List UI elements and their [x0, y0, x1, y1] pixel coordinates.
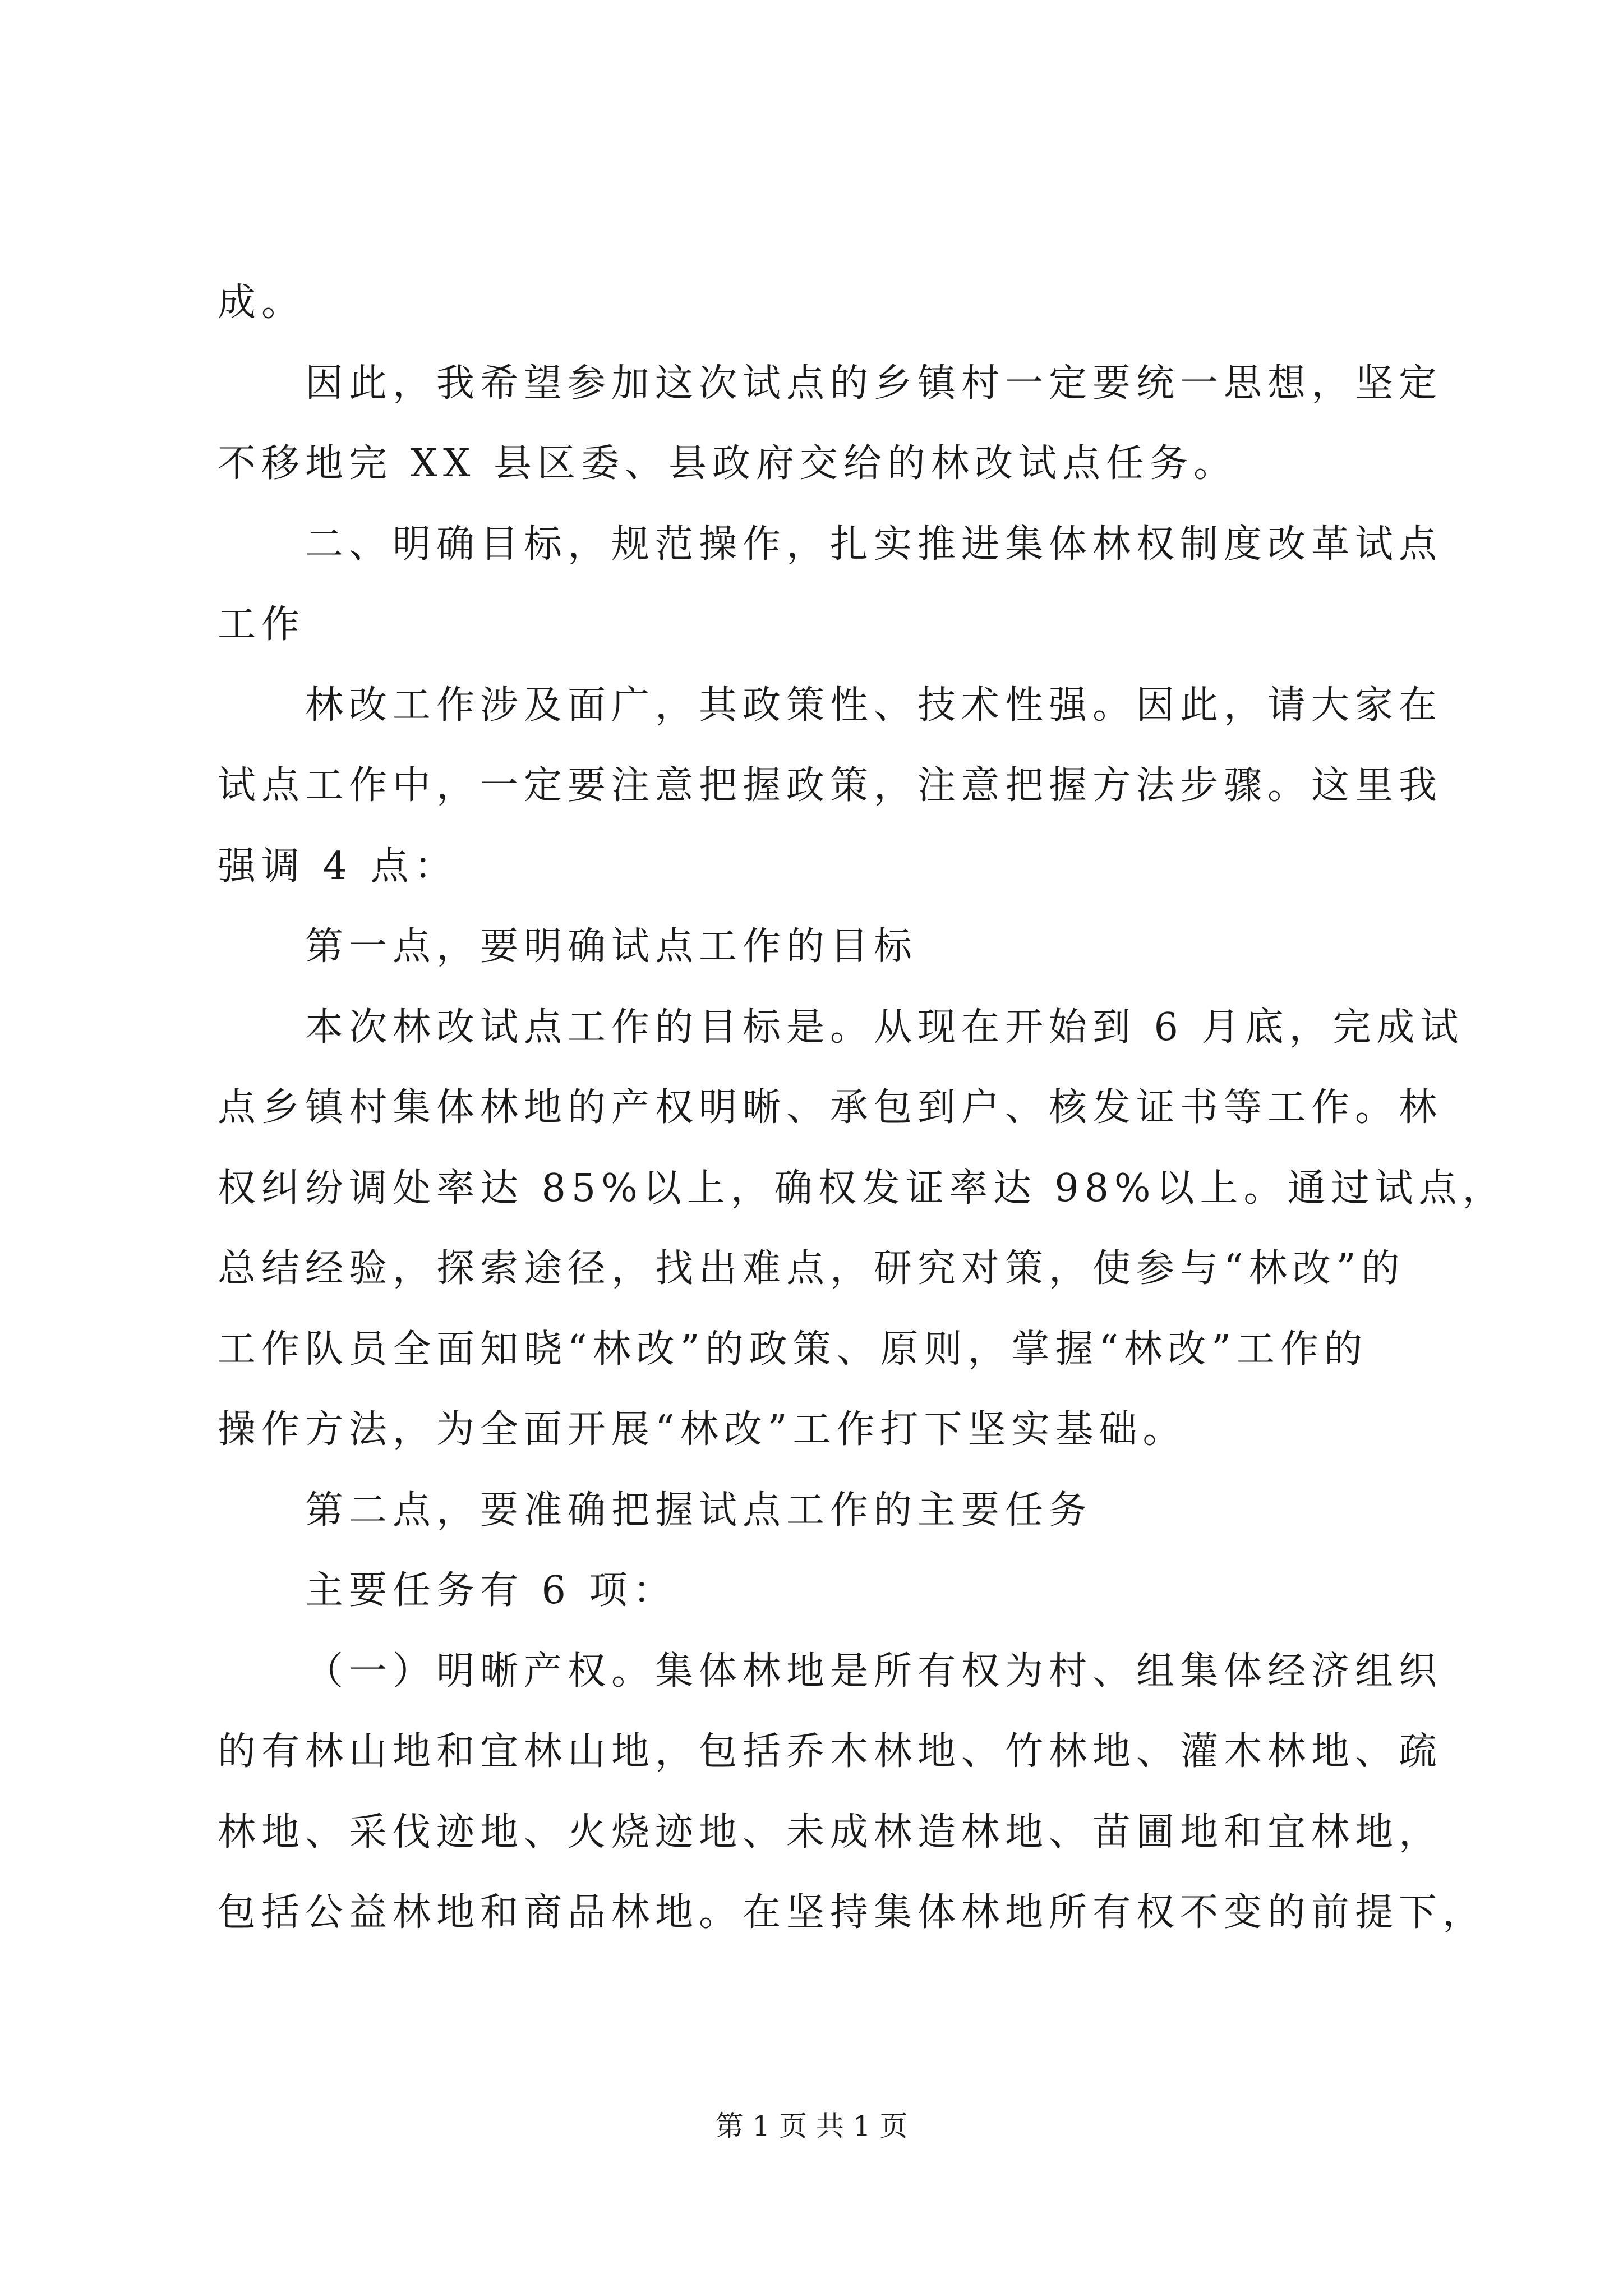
text-line: 工作队员全面知晓“林改”的政策、原则，掌握“林改”工作的 [218, 1327, 1368, 1372]
paragraph-start-line: 林改工作涉及面广，其政策性、技术性强。因此，请大家在 [305, 683, 1443, 728]
subsection-heading: 第二点，要准确把握试点工作的主要任务 [305, 1488, 1093, 1533]
section-heading: 二、明确目标，规范操作，扎实推进集体林权制度改革试点 [305, 522, 1443, 567]
document-body [218, 263, 1506, 1953]
text-line: 不移地完 XX 县区委、县政府交给的林改试点任务。 [218, 441, 1238, 486]
text-line: 强调 4 点： [218, 844, 458, 889]
paragraph-start-line: 主要任务有 6 项： [305, 1568, 677, 1613]
text-line: 权纠纷调处率达 85%以上，确权发证率达 98%以上。通过试点， [218, 1166, 1506, 1211]
text-line: 的有林山地和宜林山地，包括乔木林地、竹林地、灌木林地、疏 [218, 1729, 1443, 1774]
paragraph-start-line: 本次林改试点工作的目标是。从现在开始到 6 月底，完成试 [305, 1005, 1464, 1050]
text-line: 成。 [218, 280, 306, 325]
paragraph-start-line: 因此，我希望参加这次试点的乡镇村一定要统一思想，坚定 [305, 361, 1443, 406]
section-heading-continuation: 工作 [218, 602, 306, 647]
list-item-start-line: （一）明晰产权。集体林地是所有权为村、组集体经济组织 [305, 1649, 1443, 1694]
text-line: 林地、采伐迹地、火烧迹地、未成林造林地、苗圃地和宜林地， [218, 1810, 1443, 1855]
subsection-heading: 第一点，要明确试点工作的目标 [305, 924, 918, 969]
text-line: 操作方法，为全面开展“林改”工作打下坚实基础。 [218, 1407, 1187, 1452]
text-line: 试点工作中，一定要注意把握政策，注意把握方法步骤。这里我 [218, 763, 1443, 808]
page-number-footer: 第 1 页 共 1 页 [715, 2110, 908, 2142]
text-line: 点乡镇村集体林地的产权明晰、承包到户、核发证书等工作。林 [218, 1085, 1443, 1130]
text-line: 包括公益林地和商品林地。在坚持集体林地所有权不变的前提下， [218, 1890, 1487, 1935]
text-line: 总结经验，探索途径，找出难点，研究对策，使参与“林改”的 [218, 1246, 1405, 1291]
